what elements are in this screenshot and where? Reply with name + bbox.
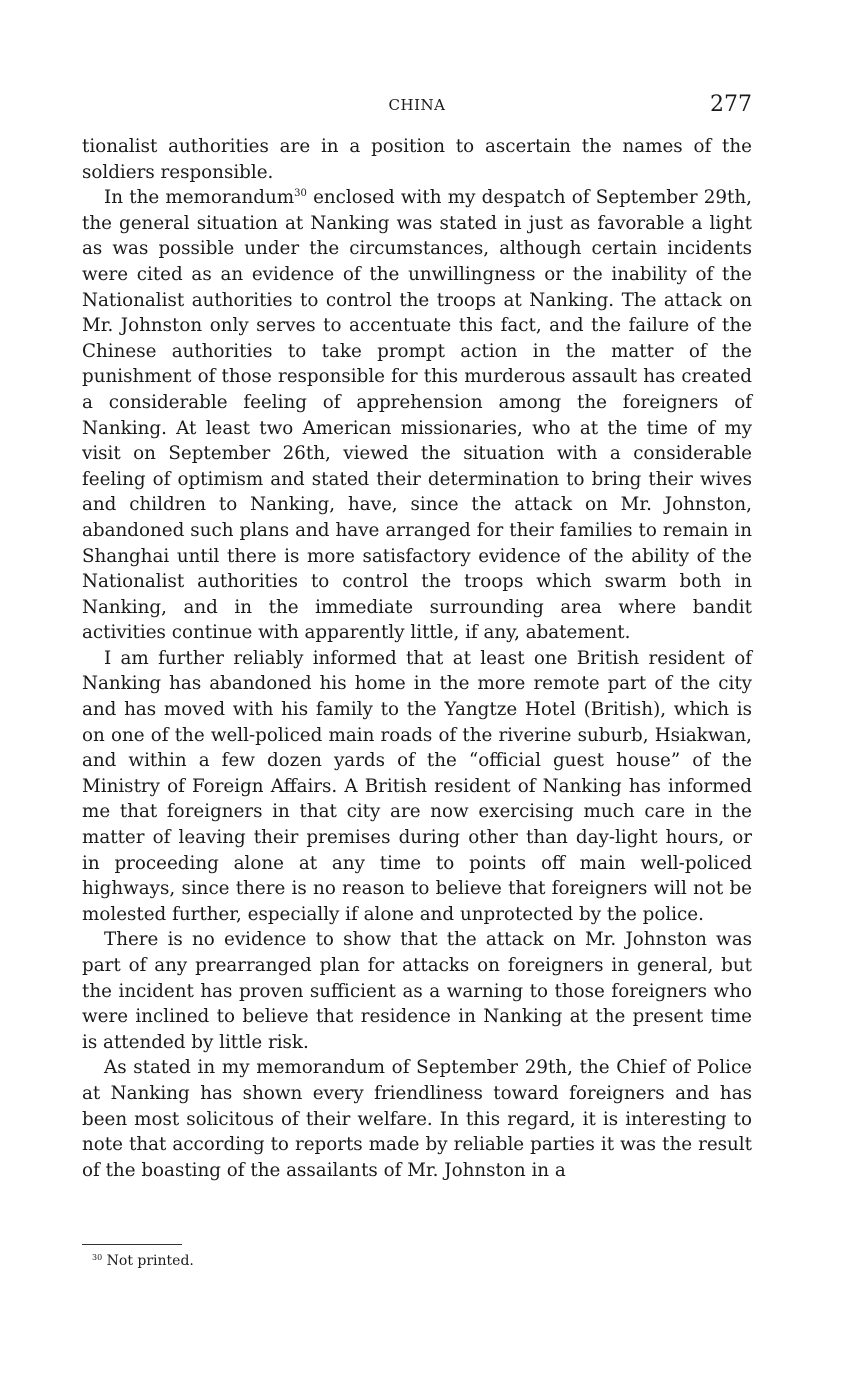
footnote-text: Not printed. bbox=[106, 1253, 194, 1269]
footnote-mark: 30 bbox=[92, 1253, 103, 1262]
paragraph-memorandum bbox=[82, 185, 752, 646]
footnote bbox=[92, 1253, 194, 1269]
footnote-rule bbox=[82, 1244, 182, 1245]
paragraph-british-resident: I am further reliably informed that at least one British resident of Nanking has abandoned his home in the more remote part of the city and has moved with his family to the Yangtze Hotel (British), which is on one of the well-policed main roads of the riverine suburb, Hsiakwan, and within a few dozen yards of the “official guest house” of the Ministry of Foreign Affairs. A British resident of Nanking has informed me that foreigners in that city are now exercising much care in the matter of leaving their premises during other than day-light hours, or in proceeding alone at any time to points off main well-policed highways, since there is no reason to believe that foreigners will not be molested further, especially if alone and unprotected by the police. bbox=[82, 647, 752, 925]
document-page bbox=[82, 0, 752, 1379]
footnote-reference: 30 bbox=[294, 188, 307, 200]
paragraph-chief-of-police: As stated in my memorandum of September 29th, the Chief of Police at Nanking has shown every friendliness toward foreigners and has been most solicitous of their welfare. In this regard, it is interesting to note that according to reports made by reliable parties it was the result of the boasting of the assailants of Mr. Johnston in a bbox=[82, 1057, 752, 1181]
running-head bbox=[82, 92, 752, 120]
running-title: CHINA bbox=[388, 96, 446, 114]
body-text bbox=[82, 134, 752, 1183]
paragraph-continuation: tionalist authorities are in a position to ascertain the names of the soldiers responsible. bbox=[82, 136, 752, 183]
paragraph-text: In the memorandum bbox=[104, 187, 295, 209]
paragraph-no-evidence: There is no evidence to show that the attack on Mr. Johnston was part of any prearranged plan for attacks on foreigners in general, but the incident has proven sufficient as a warning to those foreigners who were inclined to believe that residence in Nanking at the present time is attended by little risk. bbox=[82, 929, 752, 1053]
paragraph-text: enclosed with my despatch of September 29th, the general situation at Nanking was stated in just as favorable a light as was possible under the circumstances, although certain incidents were cited as an evidence of the unwillingness or the inability of the Nationalist authorities to control the troops at Nanking. The attack on Mr. Johnston only serves to accentuate this fact, and the failure of the Chinese authorities to take prompt action in the matter of the punishment of those responsible for this murderous assault has created a considerable feeling of apprehension among the foreigners of Nanking. At least two American missionaries, who at the time of my visit on September 26th, viewed the situation with a considerable feeling of optimism and stated their determination to bring their wives and children to Nanking, have, since the attack on Mr. Johnston, abandoned such plans and have arranged for their families to remain in Shanghai until there is more satisfactory evidence of the ability of the Nationalist authorities to control the troops which swarm both in Nanking, and in the immediate surrounding area where bandit activities continue with apparently little, if any, abatement. bbox=[82, 187, 752, 644]
page-number: 277 bbox=[710, 92, 752, 117]
